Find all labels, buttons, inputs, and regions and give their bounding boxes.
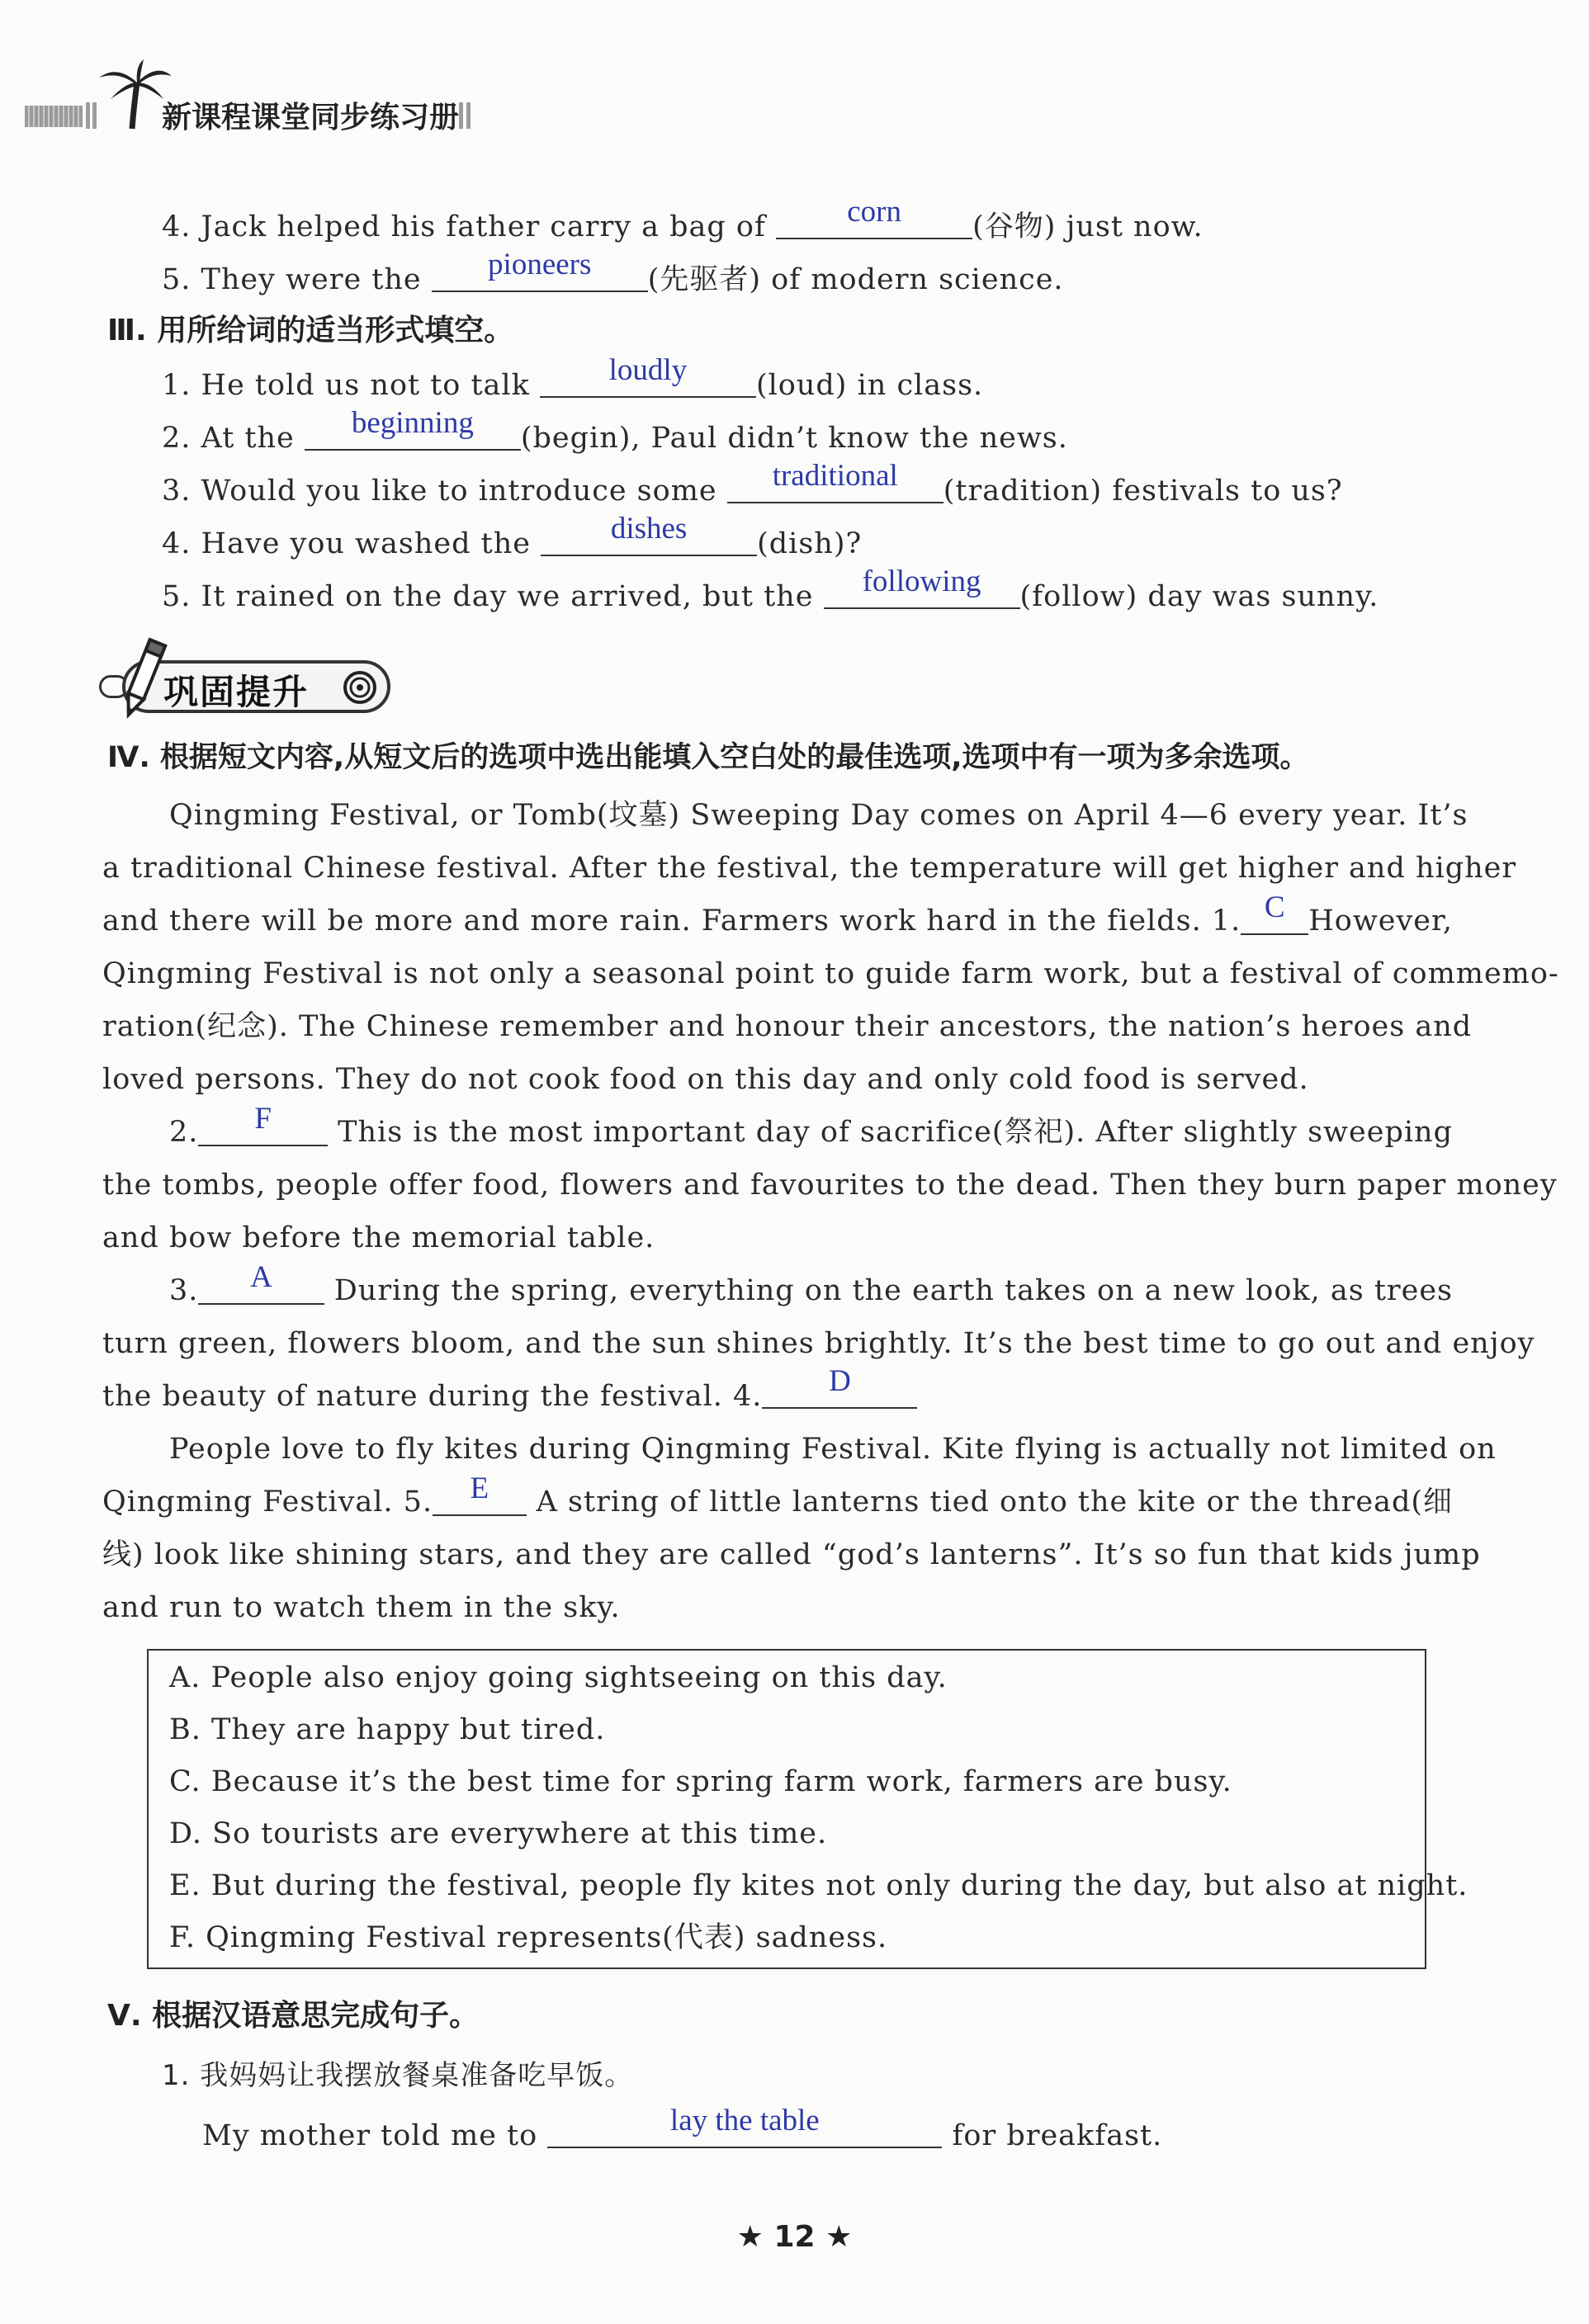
header-divider [466, 102, 471, 129]
handwritten-answer: A [250, 1260, 272, 1294]
question-line: 5. They were the pioneers (先驱者) of modern science. [162, 248, 1064, 296]
handwritten-answer: beginning [351, 406, 474, 440]
header-divider [459, 102, 463, 129]
question-line: 5. It rained on the day we arrived, but the following (follow) day was sunny. [162, 564, 1379, 613]
question-line: 4. Have you washed the dishes (dish)? [162, 512, 863, 560]
passage-line: 3. A During the spring, everything on the earth takes on a new look, as trees [169, 1260, 1453, 1307]
answer-blank[interactable] [433, 1471, 526, 1516]
handwritten-answer: corn [847, 195, 901, 229]
option-item: A. People also enjoy going sightseeing on this day. [169, 1661, 948, 1694]
answer-blank[interactable] [540, 353, 756, 398]
handwritten-answer: D [829, 1364, 851, 1398]
passage-line: and bow before the memorial table. [102, 1221, 655, 1254]
handwritten-answer: C [1264, 890, 1285, 924]
question-chinese: 1. 我妈妈让我摆放餐桌准备吃早饭。 [162, 2059, 634, 2092]
passage-line: Qingming Festival, or Tomb(坟墓) Sweeping Day comes on April 4—6 every year. It’s [169, 799, 1468, 832]
star-icon: ★ [736, 2220, 764, 2254]
header-divider [86, 102, 90, 129]
option-item: C. Because it’s the best time for spring farm work, farmers are busy. [169, 1765, 1232, 1798]
answer-blank[interactable] [547, 2104, 942, 2148]
handwritten-answer: dishes [610, 512, 688, 546]
passage-line: a traditional Chinese festival. After the festival, the temperature will get higher and higher [102, 852, 1517, 885]
header-decoration-bar [25, 106, 83, 127]
passage-line: the tombs, people offer food, flowers and favourites to the dead. Then they burn paper money [102, 1169, 1558, 1202]
answer-blank[interactable] [1241, 890, 1308, 935]
handwritten-answer: following [862, 564, 981, 598]
answer-blank[interactable] [198, 1102, 328, 1146]
passage-line: turn green, flowers bloom, and the sun shines brightly. It’s the best time to go out and enjoy [102, 1327, 1535, 1360]
handwritten-answer: loudly [608, 353, 688, 387]
handwritten-answer: traditional [772, 459, 898, 493]
answer-blank[interactable] [762, 1364, 917, 1409]
passage-line: 线) look like shining stars, and they are called “god’s lanterns”. It’s so fun that kids jump [102, 1538, 1481, 1571]
handwritten-answer: E [470, 1471, 489, 1505]
passage-line: and there will be more and more rain. Farmers work hard in the fields. 1. C However, [102, 890, 1453, 938]
section-4-title: Ⅳ. 根据短文内容,从短文后的选项中选出能填入空白处的最佳选项,选项中有一项为多余选项。 [107, 741, 1309, 774]
question-line: 2. At the beginning (begin), Paul didn’t know the news. [162, 406, 1068, 455]
passage-line: ration(纪念). The Chinese remember and honour their ancestors, the nation’s heroes and [102, 1010, 1473, 1043]
answer-blank[interactable] [541, 512, 757, 556]
option-item: B. They are happy but tired. [169, 1713, 606, 1746]
handwritten-answer: pioneers [488, 248, 592, 281]
passage-line: People love to fly kites during Qingming Festival. Kite flying is actually not limited on [169, 1433, 1497, 1466]
passage-line: the beauty of nature during the festival. 4. D [102, 1377, 917, 1415]
passage-line: and run to watch them in the sky. [102, 1591, 621, 1624]
passage-line: Qingming Festival is not only a seasonal point to guide farm work, but a festival of commemo- [102, 957, 1559, 990]
option-item: E. But during the festival, people fly kites not only during the day, but also at night. [169, 1869, 1468, 1902]
question-line: 3. Would you like to introduce some traditional (tradition) festivals to us? [162, 459, 1343, 508]
banner-label: 巩固提升 [163, 672, 310, 712]
page-number-footer [0, 2220, 1589, 2254]
answer-blank[interactable] [824, 564, 1020, 609]
passage-line: 2. F This is the most important day of sacrifice(祭祀). After slightly sweeping [169, 1102, 1453, 1149]
star-icon: ★ [825, 2220, 853, 2254]
option-item: F. Qingming Festival represents(代表) sadness. [169, 1921, 888, 1954]
question-line: 1. He told us not to talk loudly (loud) in class. [162, 353, 984, 402]
section-3-title: Ⅲ. 用所给词的适当形式填空。 [107, 314, 514, 347]
spiral-icon [342, 669, 378, 706]
answer-blank[interactable] [432, 248, 648, 292]
header-title: 新课程课堂同步练习册 [162, 101, 460, 135]
answer-blank[interactable] [198, 1260, 324, 1305]
passage-line: Qingming Festival. 5. E A string of little lanterns tied onto the kite or the thread(细 [102, 1471, 1453, 1519]
answer-blank[interactable] [776, 195, 972, 239]
question-line: 4. Jack helped his father carry a bag of corn (谷物) just now. [162, 195, 1204, 243]
section-5-title: Ⅴ. 根据汉语意思完成句子。 [107, 1999, 480, 2033]
option-item: D. So tourists are everywhere at this time. [169, 1817, 828, 1850]
answer-blank[interactable] [727, 459, 943, 503]
handwritten-answer: F [254, 1102, 272, 1136]
passage-line: loved persons. They do not cook food on this day and only cold food is served. [102, 1063, 1309, 1096]
handwritten-answer: lay the table [669, 2104, 820, 2137]
question-line: My mother told me to lay the table for breakfast. [202, 2104, 1163, 2152]
answer-blank[interactable] [305, 406, 521, 451]
page-number: 12 [773, 2220, 816, 2254]
